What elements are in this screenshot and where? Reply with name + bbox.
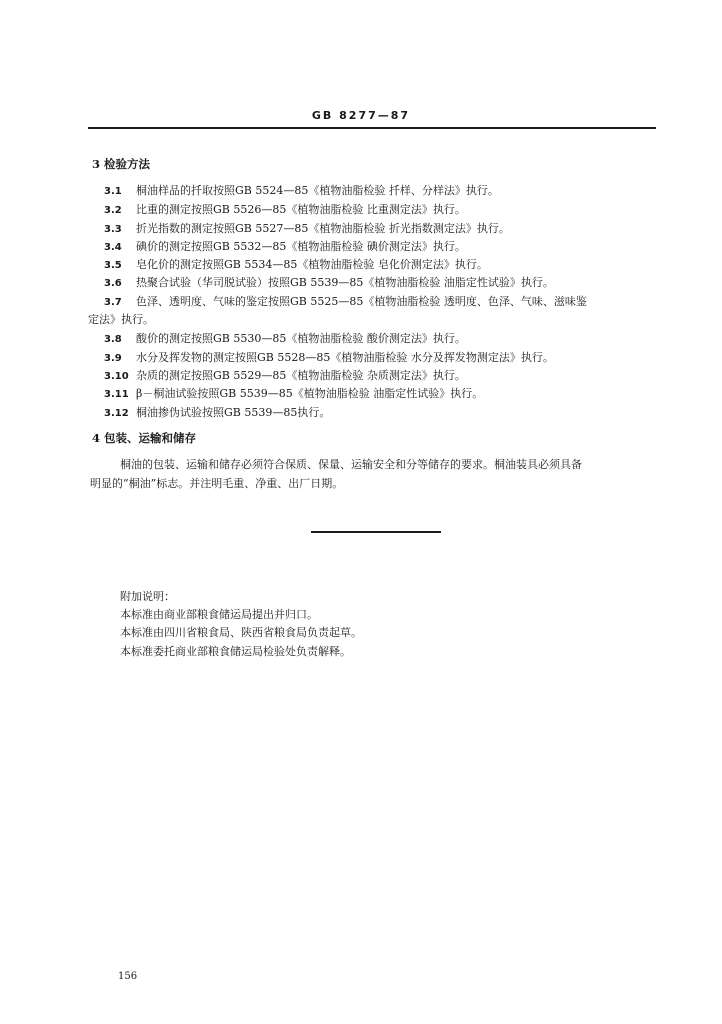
- item-3-7: [104, 293, 587, 309]
- item-3-4: [104, 238, 466, 254]
- note-line: 本标准由商业部粮食储运局提出并归口。: [120, 608, 318, 621]
- header-rule: [88, 127, 656, 129]
- item-3-2: [104, 201, 466, 217]
- item-3-11: [104, 385, 483, 401]
- item-number: 3.6: [104, 278, 122, 289]
- item-number: 3.10: [104, 371, 129, 382]
- notes-title: 附加说明：: [120, 590, 175, 603]
- item-number: 3.5: [104, 260, 122, 271]
- page-number: 156: [118, 971, 138, 982]
- item-3-8: [104, 330, 466, 346]
- item-3-7-continuation: 定法》执行。: [88, 313, 154, 326]
- note-line: 本标准委托商业部粮食储运局检验处负责解释。: [120, 645, 351, 658]
- item-number: 3.7: [104, 297, 122, 308]
- note-line: 本标准由四川省粮食局、陕西省粮食局负责起草。: [120, 626, 362, 639]
- item-number: 3.9: [104, 353, 122, 364]
- item-text: 杂质的测定按照GB 5529—85《植物油脂检验 杂质测定法》执行。: [136, 369, 466, 382]
- item-text: 折光指数的测定按照GB 5527—85《植物油脂检验 折光指数测定法》执行。: [136, 222, 510, 235]
- item-text: β－桐油试验按照GB 5539—85《植物油脂检验 油脂定性试验》执行。: [136, 387, 484, 400]
- item-3-6: [104, 274, 554, 290]
- section-3-title: 3 检验方法: [92, 157, 151, 171]
- item-3-10: [104, 367, 466, 383]
- item-text: 热聚合试验（华司脱试验）按照GB 5539—85《植物油脂检验 油脂定性试验》执行。: [136, 276, 554, 289]
- item-3-12: [104, 404, 330, 420]
- item-text: 桐油掺伪试验按照GB 5539—85执行。: [136, 406, 331, 419]
- item-text: 酸价的测定按照GB 5530—85《植物油脂检验 酸价测定法》执行。: [136, 332, 466, 345]
- item-text: 碘价的测定按照GB 5532—85《植物油脂检验 碘价测定法》执行。: [136, 240, 466, 253]
- item-number: 3.8: [104, 334, 122, 345]
- item-number: 3.1: [104, 186, 122, 197]
- standard-code-header: GB 8277—87: [311, 109, 411, 122]
- section-4-paragraph-line-2: 明显的“桐油”标志。并注明毛重、净重、出厂日期。: [90, 477, 344, 490]
- section-4-paragraph-line-1: 桐油的包装、运输和储存必须符合保质、保量、运输安全和分等储存的要求。桐油装具必须具备: [120, 458, 582, 471]
- item-number: 3.4: [104, 242, 122, 253]
- item-number: 3.3: [104, 224, 122, 235]
- end-of-text-rule: [311, 531, 441, 533]
- item-text: 皂化价的测定按照GB 5534—85《植物油脂检验 皂化价测定法》执行。: [136, 258, 488, 271]
- item-text: 桐油样品的扦取按照GB 5524—85《植物油脂检验 扦样、分样法》执行。: [136, 184, 499, 197]
- item-number: 3.12: [104, 408, 129, 419]
- item-text: 水分及挥发物的测定按照GB 5528—85《植物油脂检验 水分及挥发物测定法》执行。: [136, 351, 554, 364]
- item-number: 3.11: [104, 389, 129, 400]
- item-number: 3.2: [104, 205, 122, 216]
- item-text: 色泽、透明度、气味的鉴定按照GB 5525—85《植物油脂检验 透明度、色泽、气味、滋味鉴: [136, 295, 587, 308]
- item-3-1: [104, 182, 499, 198]
- item-3-9: [104, 349, 554, 365]
- item-3-3: [104, 220, 510, 236]
- item-3-5: [104, 256, 488, 272]
- item-text: 比重的测定按照GB 5526—85《植物油脂检验 比重测定法》执行。: [136, 203, 466, 216]
- section-4-title: 4 包装、运输和储存: [92, 431, 197, 445]
